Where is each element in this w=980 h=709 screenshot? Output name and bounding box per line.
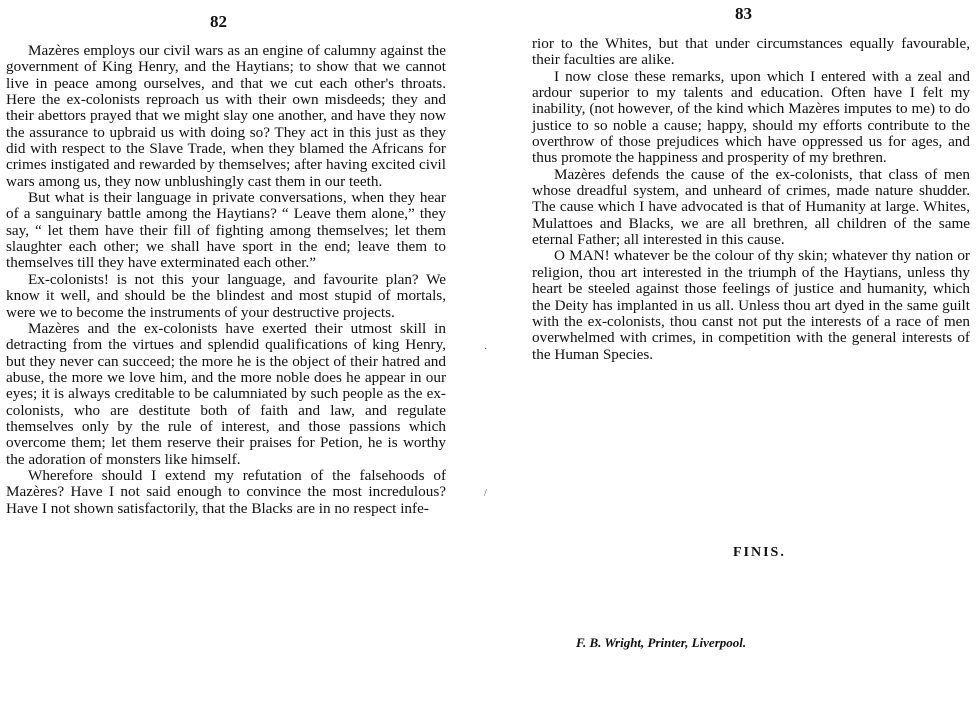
page-number: 82	[210, 12, 227, 31]
paragraph: Mazères employs our civil wars as an engine of calumny against the government of King Henry, and the Haytians; to show that we cannot live in peace among ourselves, and that we cut each other's throats. Here the ex-colonists reproach us with their own misdeeds; they and their abettors prayed that we might slay one another, and have they now the assurance to upbraid us with doing so? They act in this just as they did with respect to the Slave Trade, when they blamed the Africans for crimes instigated and rewarded by themselves; after having excited civil wars among us, they now unblushingly cast them in our teeth.	[6, 42, 446, 190]
finis-heading: FINIS.	[733, 545, 786, 560]
paragraph: O MAN! whatever be the colour of thy skin; whatever thy nation or religion, thou art interested in the triumph of the Haytians, unless thy heart be steeled against those feelings of justice and humanity, which the Deity has implanted in us all. Unless thou art dyed in the same guilt with the ex-colonists, thou canst not put the interests of a race of men overwhelmed with crimes, in competition with the general interests of the Human Species.	[532, 247, 970, 363]
paragraph: rior to the Whites, but that under circumstances equally favourable, their faculties are alike.	[532, 35, 970, 69]
paragraph: Ex-colonists! is not this your language, and favourite plan? We know it well, and should be the blindest and most stupid of mortals, were we to become the instruments of your destructive projects.	[6, 270, 446, 321]
page-body	[532, 36, 970, 363]
left-page	[0, 0, 470, 709]
paragraph: But what is their language in private conversations, when they hear of a sanguinary battle among the Haytians? “ Leave them alone,” they say, “ let them have their fill of fighting among themselves; let them slaughter each other; we shall have sport in the end; leave them to themselves till they have exterminated each other.”	[6, 189, 446, 272]
paragraph: Mazères and the ex-colonists have exerted their utmost skill in detracting from the virtues and splendid qualifications of king Henry, but they never can succeed; the more he is the object of their hatred and abuse, the more we love him, and the more noble does he appear in our eyes; it is always creditable to be calumniated by such people as the ex-colonists, who are destitute both of faith and law, and regulate themselves only by the rule of interest, and those passions which overcome them; let them reserve their praises for Petion, he is worthy the adoration of monsters like himself.	[6, 319, 446, 468]
page-body	[6, 43, 446, 517]
paragraph: I now close these remarks, upon which I entered with a zeal and ardour superior to my talents and education. Often have I felt my inability, (not however, of the kind which Mazères imputes to me) to do justice to so noble a cause; happy, should my efforts contribute to the overthrow of those prejudices which have oppressed us for ages, and thus promote the happiness and prosperity of my brethren.	[532, 67, 970, 167]
printer-imprint: F. B. Wright, Printer, Liverpool.	[576, 635, 747, 650]
print-speck: ·	[484, 344, 488, 355]
print-speck: /	[484, 488, 487, 499]
paragraph: Wherefore should I extend my refutation of the falsehoods of Mazères? Have I not said enough to convince the most incredulous? Have I not shown satisfactorily, that the Blacks are in no respect infe-	[6, 466, 446, 517]
right-page	[520, 0, 980, 709]
paragraph: Mazères defends the cause of the ex-colonists, that class of men whose dreadful system, and unheard of crimes, made nature shudder. The cause which I have advocated is that of Humanity at large. Whites, Mulattoes and Blacks, we are all brethren, all children of the same eternal Father; all interested in this cause.	[532, 165, 970, 249]
page-number: 83	[735, 4, 752, 23]
